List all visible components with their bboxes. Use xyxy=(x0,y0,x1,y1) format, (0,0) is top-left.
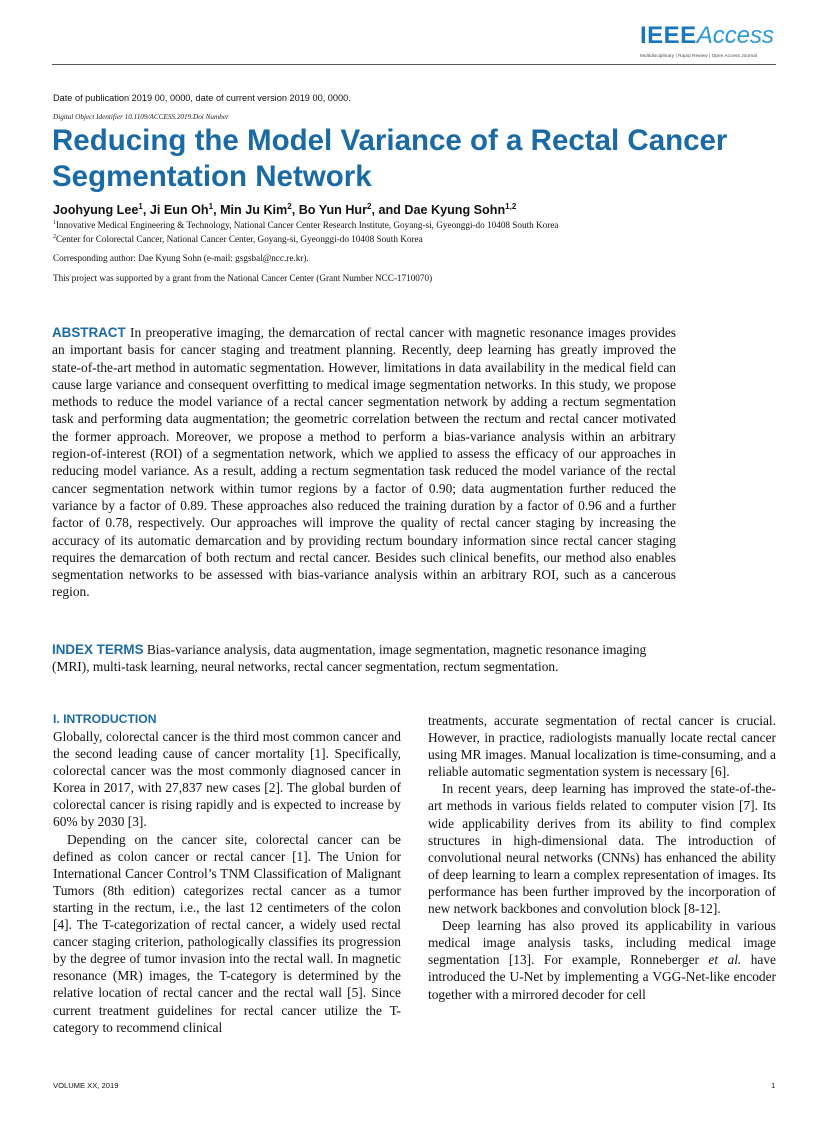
left-column xyxy=(53,711,401,1036)
paragraph: Depending on the cancer site, colorectal cancer can be defined as colon cancer or rectal cancer [1]. The Union for International Cancer Control’s TNM Classification of Malignant Tumors (8th edition) categorizes rectal cancer as a tumor starting in the rectum, i.e., the last 12 centimeters of the colon [4]. The T-categorization of rectal cancer, a widely used rectal cancer staging criterion, pathologically classifies its progression by the degree of tumor invasion into the rectal wall. In magnetic resonance (MR) images, the T-category is determined by the relative location of rectal cancer and the rectal wall [5]. Since current treatment guidelines for rectal cancer utilize the T-category to recommend clinical xyxy=(53,831,401,1035)
author-name: Bo Yun Hur xyxy=(298,203,368,217)
abstract-text: In preoperative imaging, the demarcation of rectal cancer with magnetic resonance images provides an important basis for cancer staging and treatment planning. Recently, deep learning has greatly improved the state-of-the-art method in automatic segmentation. However, limitations in data availability in the medical field can cause large variance and consequent overfitting to medical image segmentation networks. In this study, we propose methods to reduce the model variance of a rectal cancer segmentation network by adding a rectum segmentation task and performing data augmentation; the geometric correlation between the rectum and rectal cancer motivated the former approach. Moreover, we propose a method to perform a bias-variance analysis within an arbitrary region-of-interest (ROI) of a segmentation network, which we applied to assess the efficacy of our approaches in reducing model variance. As a result, adding a rectum segmentation task reduced the model variance of the rectal cancer segmentation network within tumor regions by a factor of 0.90; data augmentation further reduced the variance by a factor of 0.89. These approaches also reduced the training duration by a factor of 0.96 and a further factor of 0.78, respectively. Our approaches will improve the quality of rectal cancer staging by increasing the accuracy of its automatic demarcation and by providing rectum boundary information since rectal cancer staging requires the demarcation of both rectum and rectal cancer. Besides such clinical benefits, our method also enables segmentation networks to be assessed with bias-variance analysis within an arbitrary ROI, such as a cancerous region. xyxy=(52,325,676,600)
affiliation-text: Innovative Medical Engineering & Technology, National Cancer Center Research Institute, Goyang-si, Gyeonggi-do 10408 South Korea xyxy=(56,220,559,230)
paragraph xyxy=(428,917,776,1002)
header-divider xyxy=(52,64,776,65)
paragraph: Globally, colorectal cancer is the third most common cancer and the second leading cause of cancer mortality [1]. Specifically, colorectal cancer was the most commonly diagnosed cancer in Korea in 2017, with 27,837 new cases [2]. The global burden of colorectal cancer is rising rapidly and is expected to increase by 60% by 2030 [3]. xyxy=(53,729,401,830)
abstract xyxy=(52,324,676,601)
affiliation-2 xyxy=(53,234,423,244)
author-affiliation-mark: 1,2 xyxy=(505,202,517,211)
author-name: Ji Eun Oh xyxy=(149,203,209,217)
affiliation-1 xyxy=(53,220,559,230)
journal-logo xyxy=(640,24,775,66)
author-name: Min Ju Kim xyxy=(220,203,288,217)
author-affiliation-mark: 1 xyxy=(208,202,214,211)
footer-volume: VOLUME XX, 2019 xyxy=(53,1081,119,1090)
section-heading: I. INTRODUCTION xyxy=(53,712,157,726)
corresponding-author: Corresponding author: Dae Kyung Sohn (e-mail: gsgsbal@ncc.re.kr). xyxy=(53,253,309,263)
author-affiliation-mark: 2 xyxy=(367,202,372,211)
paragraph: In recent years, deep learning has improved the state-of-the-art methods in various fields related to computer vision [7]. Its wide applicability derives from its ability to find complex structures in high-dimensional data. The introduction of convolutional neural networks (CNNs) has enhanced the ability of deep learning to learn a complex representation of images. Its performance has been further improved by the incorporation of new network backbones and convolution block [8-12]. xyxy=(428,781,776,917)
paper-title: Reducing the Model Variance of a Rectal Cancer Segmentation Network xyxy=(52,124,728,193)
author-separator: , xyxy=(291,203,299,217)
index-terms-text: Bias-variance analysis, data augmentation, image segmentation, magnetic resonance imaging (MRI), multi-task learning, neural networks, rectal cancer segmentation, rectum segmentation. xyxy=(52,642,647,675)
publication-date: Date of publication 2019 00, 0000, date of current version 2019 00, 0000. xyxy=(53,93,351,103)
affiliation-text: Center for Colorectal Cancer, National Cancer Center, Goyang-si, Gyeonggi-do 10408 South Korea xyxy=(56,234,423,244)
page-number: 1 xyxy=(771,1081,776,1090)
author-affiliation-mark: 2 xyxy=(287,202,292,211)
author-name: Joohyung Lee xyxy=(53,203,139,217)
index-terms xyxy=(52,641,676,676)
affiliation-number: 2 xyxy=(53,234,56,240)
author-list xyxy=(53,203,516,217)
logo-access-text: Access xyxy=(696,22,775,49)
paragraph-italic-text: et al. xyxy=(708,952,742,968)
index-terms-heading: INDEX TERMS xyxy=(52,642,144,657)
doi: Digital Object Identifier 10.1109/ACCESS.2019.Doi Number xyxy=(53,113,229,121)
author-affiliation-mark: 1 xyxy=(138,202,143,211)
affiliation-number: 1 xyxy=(53,220,56,226)
logo-ieee-text: IEEE xyxy=(640,22,697,49)
abstract-heading: ABSTRACT xyxy=(52,325,126,340)
paragraph-text: have introduced the U-Net by implementing a VGG-Net-like encoder together with a mirrored decoder for cell xyxy=(428,952,776,1002)
paragraph-text: Deep learning has also proved its applicability in various medical image analysis tasks, including medical image segmentation [13]. For example, Ronneberger xyxy=(428,918,776,968)
logo-subtitle: Multidisciplinary | Rapid Review | Open Access Journal xyxy=(640,53,758,58)
funding-note: This project was supported by a grant from the National Cancer Center (Grant Number NCC-1710070) xyxy=(53,273,433,283)
author-separator: , xyxy=(142,203,150,217)
right-column xyxy=(428,712,776,1003)
author-name: Dae Kyung Sohn xyxy=(404,203,506,217)
author-separator: , xyxy=(213,203,221,217)
paragraph: treatments, accurate segmentation of rectal cancer is crucial. However, in practice, radiologists manually locate rectal cancer using MR images. Manual localization is time-consuming, and a reliable automatic segmentation system is necessary [6]. xyxy=(428,713,776,780)
author-separator: , and xyxy=(371,203,405,217)
